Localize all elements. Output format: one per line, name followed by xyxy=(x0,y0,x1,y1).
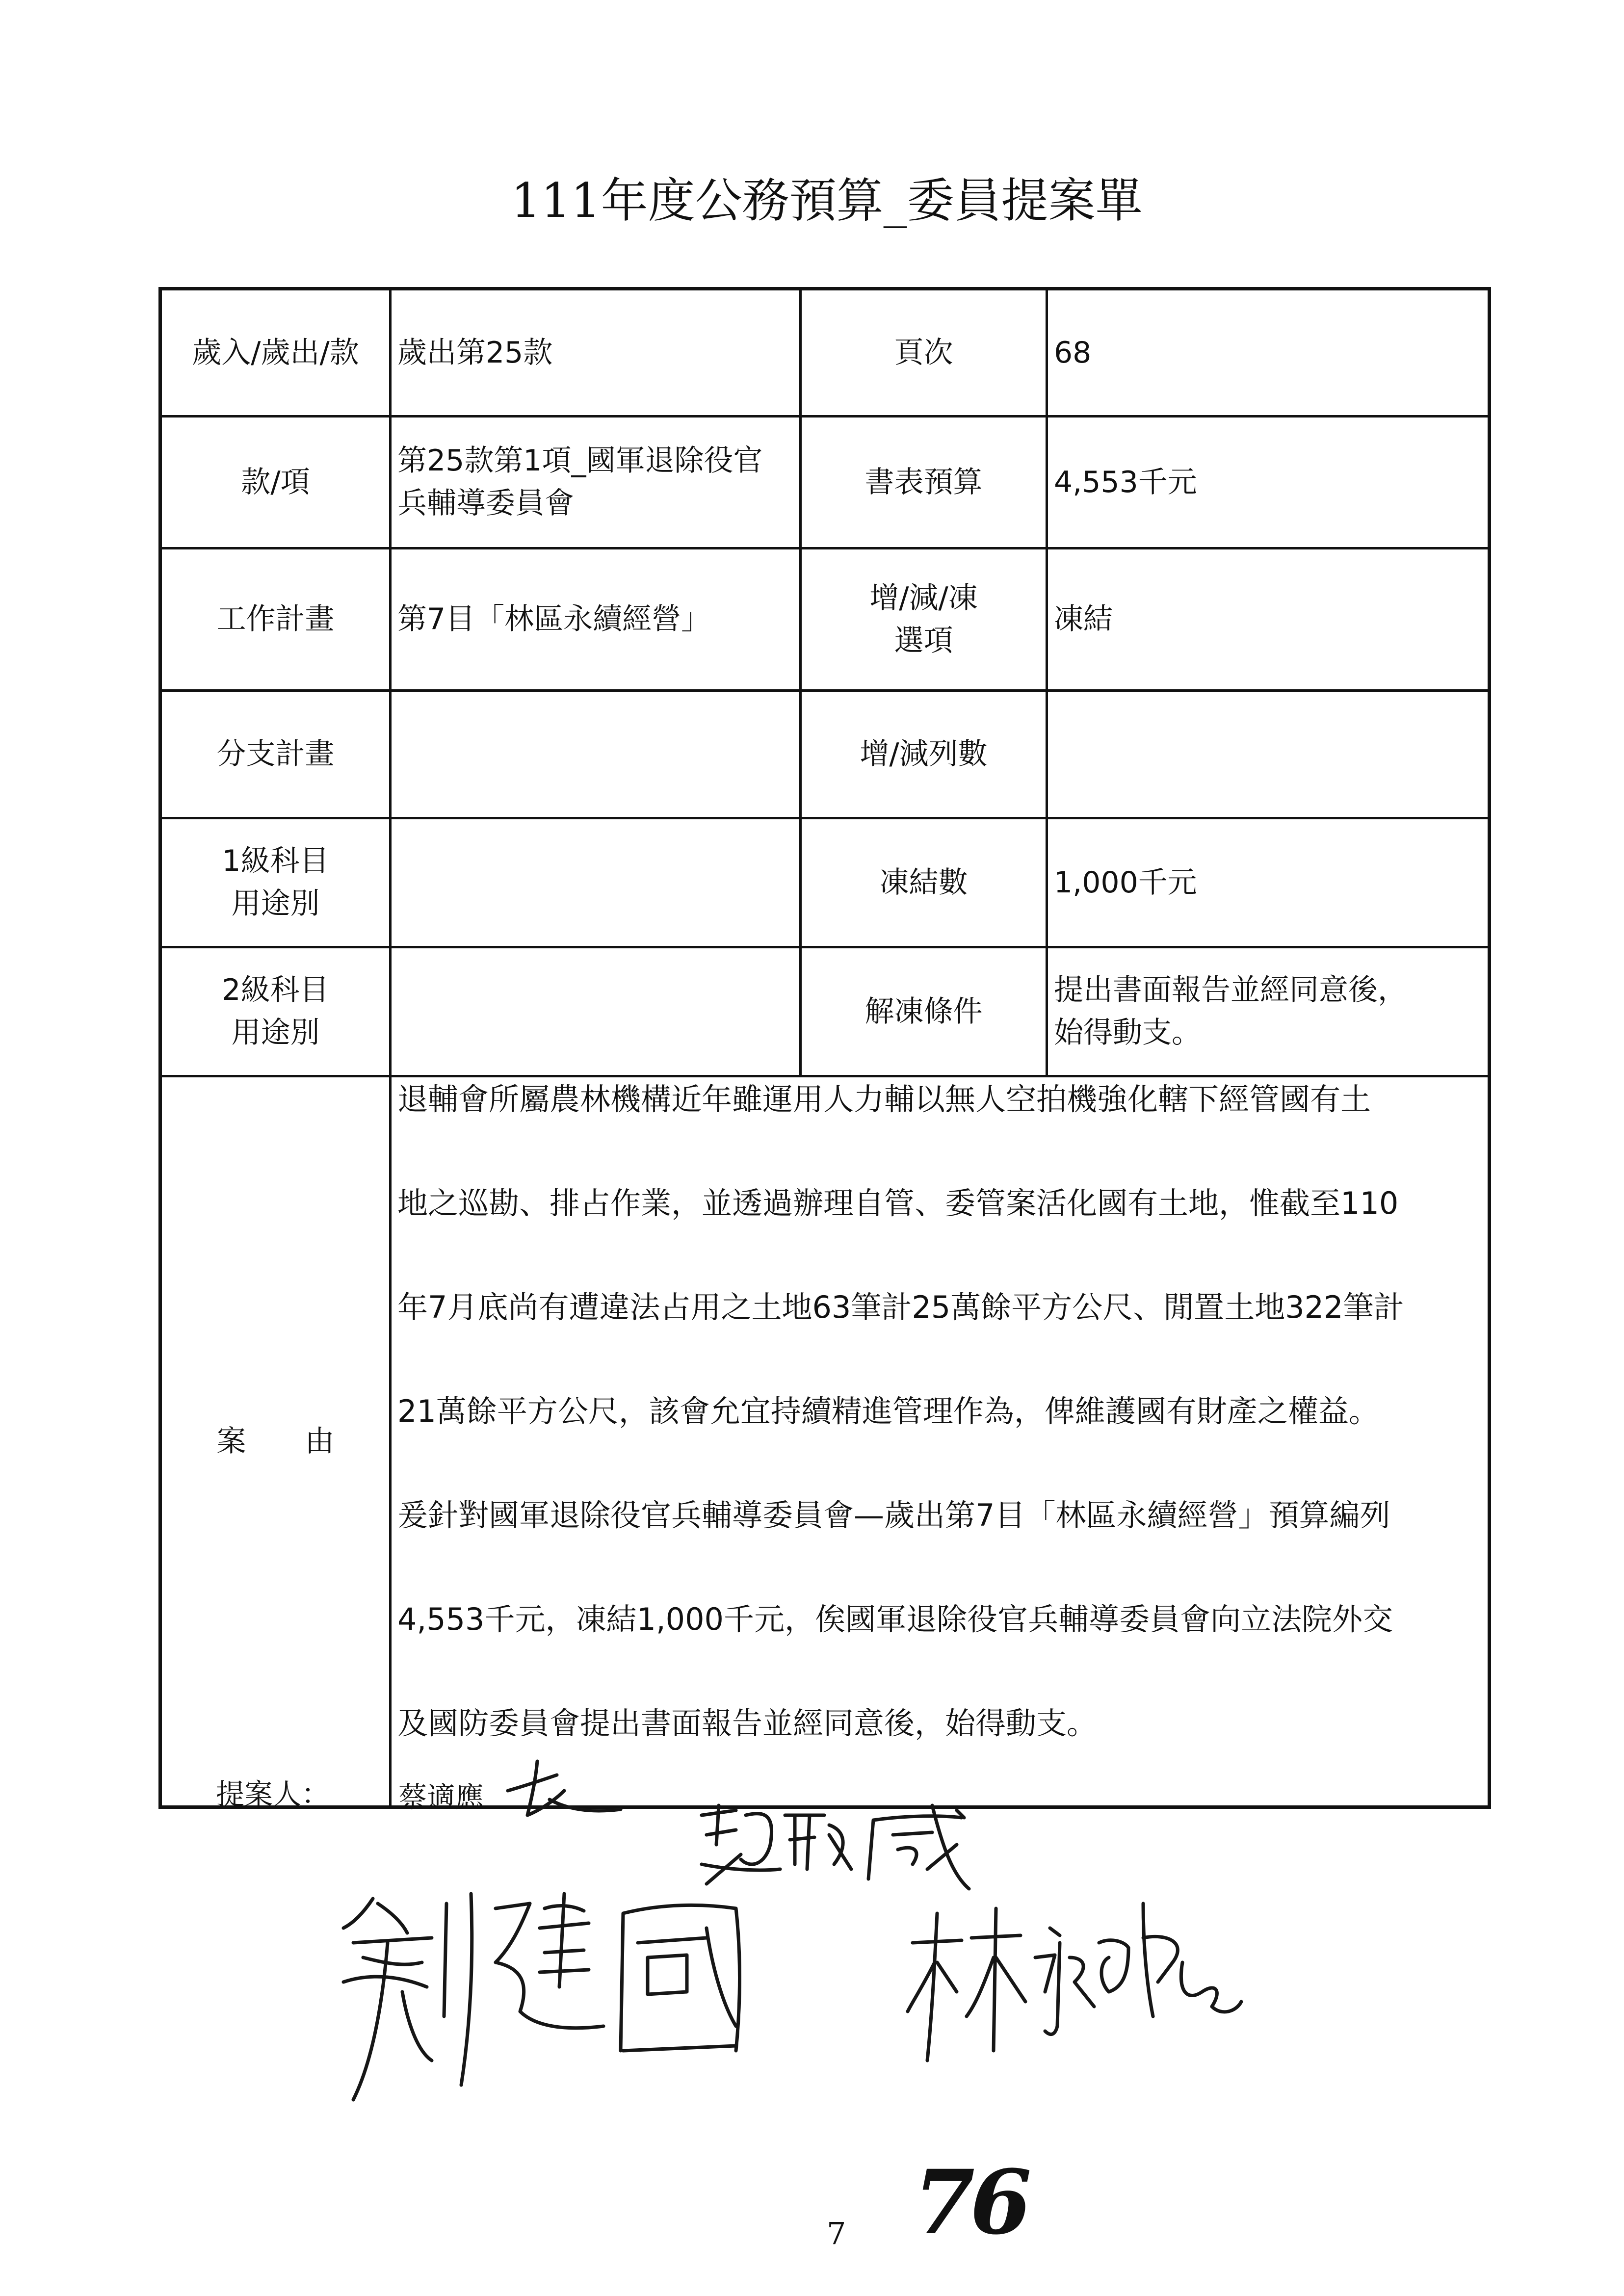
table-row xyxy=(160,289,1490,417)
proposer-name: 蔡適應 xyxy=(398,1780,484,1814)
reason-line: 年7月底尚有遭違法占用之土地63筆計25萬餘平方公尺、閒置土地322筆計 xyxy=(397,1289,1404,1325)
reason-line: 4,553千元，凍結1,000千元，俟國軍退除役官兵輔導委員會向立法院外交 xyxy=(397,1601,1393,1637)
field-label-page: 頁次 xyxy=(801,289,1047,417)
table-row xyxy=(160,818,1490,947)
field-value-adjust-amount xyxy=(1047,691,1490,818)
proposal-form-table xyxy=(158,287,1491,1814)
field-value-budget-section: 歲出第25款 xyxy=(391,289,801,417)
field-value-budget-amount: 4,553千元 xyxy=(1047,417,1490,548)
signature-cosigner-3 xyxy=(908,1904,1241,2061)
proposer-label: 提案人： xyxy=(216,1777,330,1811)
table-row xyxy=(160,548,1490,691)
field-label-work-plan: 工作計畫 xyxy=(160,548,391,691)
field-value-unfreeze-condition: 提出書面報告並經同意後， 始得動支。 xyxy=(1047,947,1490,1076)
field-value-branch-plan xyxy=(391,691,801,818)
table-row xyxy=(160,1076,1490,1807)
field-label-item: 款/項 xyxy=(160,417,391,548)
reason-line: 退輔會所屬農林機構近年雖運用人力輔以無人空拍機強化轄下經管國有土 xyxy=(397,1081,1371,1117)
field-label-branch-plan: 分支計畫 xyxy=(160,691,391,818)
handwritten-page-number: 76 xyxy=(914,2151,1027,2254)
table-row xyxy=(160,947,1490,1076)
field-value-level2-category xyxy=(391,947,801,1076)
field-label-action-option: 增/減/凍 選項 xyxy=(801,548,1047,691)
field-value-action-option: 凍結 xyxy=(1047,548,1490,691)
reason-line: 及國防委員會提出書面報告並經同意後，始得動支。 xyxy=(397,1705,1098,1741)
field-value-frozen-amount: 1,000千元 xyxy=(1047,818,1490,947)
reason-text xyxy=(391,1076,1490,1807)
field-label-frozen-amount: 凍結數 xyxy=(801,818,1047,947)
field-value-work-plan: 第7目「林區永續經營」 xyxy=(391,548,801,691)
field-value-level1-category xyxy=(391,818,801,947)
signature-cosigner-2 xyxy=(343,1894,740,2100)
field-label-level2-category: 2級科目 用途別 xyxy=(160,947,391,1076)
field-value-page: 68 xyxy=(1047,289,1490,417)
field-value-item: 第25款第1項_國軍退除役官 兵輔導委員會 xyxy=(391,417,801,548)
reason-line: 21萬餘平方公尺，該會允宜持續精進管理作為，俾維護國有財產之權益。 xyxy=(397,1393,1379,1429)
reason-line: 爰針對國軍退除役官兵輔導委員會—歲出第7目「林區永續經營」預算編列 xyxy=(397,1497,1390,1533)
reason-line: 地之巡勘、排占作業，並透過辦理自管、委管案活化國有土地，惟截至110 xyxy=(397,1185,1399,1221)
field-label-adjust-amount: 增/減列數 xyxy=(801,691,1047,818)
table-row xyxy=(160,691,1490,818)
field-label-budget-amount: 書表預算 xyxy=(801,417,1047,548)
reason-label: 案 由 xyxy=(160,1076,391,1807)
document-title: 111年度公務預算_委員提案單 xyxy=(511,173,1143,228)
field-label-unfreeze-condition: 解凍條件 xyxy=(801,947,1047,1076)
signature-cosigner-1 xyxy=(702,1805,969,1889)
field-label-budget-section: 歲入/歲出/款 xyxy=(160,289,391,417)
table-row xyxy=(160,417,1490,548)
page-number: 7 xyxy=(827,2216,846,2251)
field-label-level1-category: 1級科目 用途別 xyxy=(160,818,391,947)
